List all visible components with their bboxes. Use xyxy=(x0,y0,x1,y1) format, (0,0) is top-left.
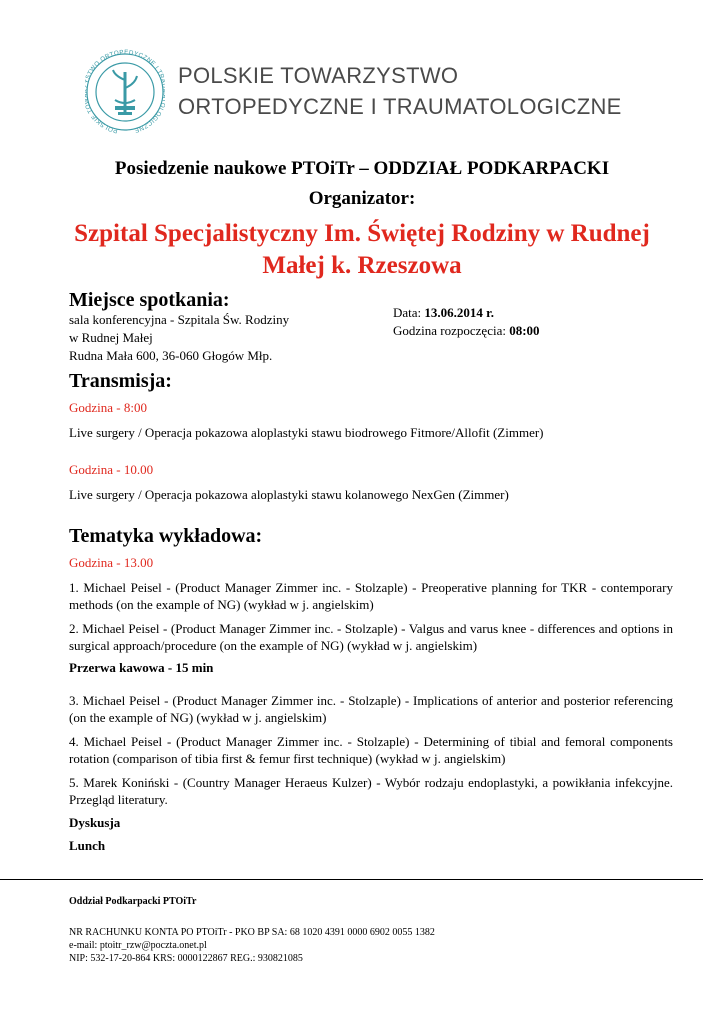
hospital-name xyxy=(0,218,724,282)
transmission-item: Live surgery / Operacja pokazowa aloplastyki stawu biodrowego Fitmore/Allofit (Zimmer) xyxy=(69,425,544,440)
start-value: 08:00 xyxy=(509,323,540,338)
footer-account: NR RACHUNKU KONTA PO PTOiTr - PKO BP SA: 68 1020 4391 0000 6902 0055 1382 xyxy=(69,927,435,938)
hospital-name-line1: Szpital Specjalistyczny Im. Świętej Rodziny w Rudnej xyxy=(74,220,650,247)
meeting-title: Posiedzenie naukowe PTOiTr – ODDZIAŁ PODKARPACKI xyxy=(114,158,610,179)
meeting-date xyxy=(393,304,540,322)
transmission-heading: Transmisja: xyxy=(69,370,172,392)
lecture-item: 4. Michael Peisel - (Product Manager Zimmer inc. - Stolzaple) - Determining of tibial and femoral components rotation (comparison of tibia first & femur first technique) (wykład w j. angielskim) xyxy=(69,734,673,766)
ptoitr-logo xyxy=(85,44,165,140)
lunch-label: Lunch xyxy=(69,838,106,853)
footer-org: Oddział Podkarpacki PTOiTr xyxy=(69,896,197,907)
lecture-item: 1. Michael Peisel - (Product Manager Zimmer inc. - Stolzaple) - Preoperative planning for TKR - contemporary methods (on the example of NG) (wykład w j. angielskim) xyxy=(69,580,673,612)
logo-emblem-icon xyxy=(85,44,165,140)
transmission-time: Godzina - 10.00 xyxy=(69,462,154,477)
coffee-break: Przerwa kawowa - 15 min xyxy=(69,660,214,675)
venue-heading: Miejsce spotkania: xyxy=(69,289,230,311)
date-value: 13.06.2014 r. xyxy=(424,305,494,320)
venue-address xyxy=(69,311,289,365)
lectures-time: Godzina - 13.00 xyxy=(69,555,154,570)
org-name-line1: POLSKIE TOWARZYSTWO xyxy=(178,63,459,88)
venue-line: w Rudnej Małej xyxy=(69,330,153,345)
footer-ids: NIP: 532-17-20-864 KRS: 0000122867 REG.: 930821085 xyxy=(69,953,303,964)
footer-email: e-mail: ptoitr_rzw@poczta.onet.pl xyxy=(69,940,207,951)
lecture-item: 5. Marek Koniński - (Country Manager Heraeus Kulzer) - Wybór rodzaju endoplastyki, a powikłania infekcyjne. Przegląd literatury. xyxy=(69,775,673,807)
hospital-name-line2: Małej k. Rzeszowa xyxy=(262,252,462,279)
venue-line: Rudna Mała 600, 36-060 Głogów Młp. xyxy=(69,348,273,363)
organization-name xyxy=(178,60,622,122)
logo-ring-text: POLSKIE T STWO ORTOPEDYCZNE I TR LOGICZNE xyxy=(85,48,165,135)
footer-divider xyxy=(0,879,703,880)
org-name-line2: ORTOPEDYCZNE I TRAUMATOLOGICZNE xyxy=(178,94,622,119)
date-label: Data: xyxy=(393,305,425,320)
transmission-time: Godzina - 8:00 xyxy=(69,400,147,415)
organizer-label: Organizator: xyxy=(308,188,416,209)
lecture-item: 2. Michael Peisel - (Product Manager Zimmer inc. - Stolzaple) - Valgus and varus knee - differences and options in surgical approach/procedure (on the example of NG) (wykład w j. angielskim) xyxy=(69,621,673,653)
lectures-heading: Tematyka wykładowa: xyxy=(69,525,263,547)
lecture-item: 3. Michael Peisel - (Product Manager Zimmer inc. - Stolzaple) - Implications of anterior and posterior referencing (on the example of NG) (wykład w j. angielskim) xyxy=(69,693,673,725)
discussion-label: Dyskusja xyxy=(69,815,121,830)
transmission-item: Live surgery / Operacja pokazowa aloplastyki stawu kolanowego NexGen (Zimmer) xyxy=(69,487,509,502)
venue-line: sala konferencyjna - Szpitala Św. Rodziny xyxy=(69,312,290,327)
start-label: Godzina rozpoczęcia: xyxy=(393,323,510,338)
start-time xyxy=(393,322,540,340)
date-block xyxy=(393,304,540,340)
